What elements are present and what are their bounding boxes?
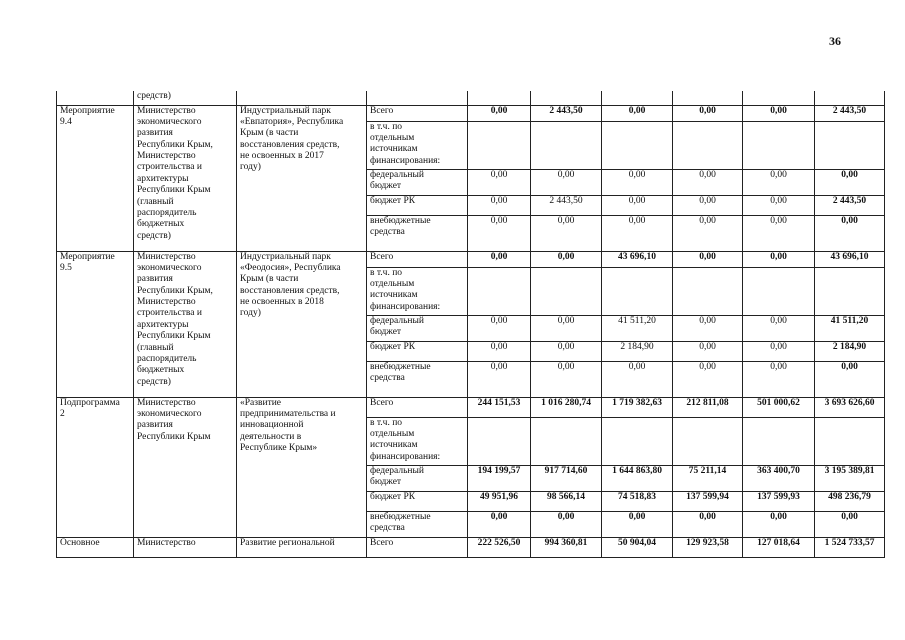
value-cell: 0,00 (743, 195, 815, 215)
source-cell: в т.ч. по отдельным источникам финансирования: (367, 121, 468, 169)
source-cell: Всего (367, 105, 468, 121)
executor-cell: Министерство экономического развития Республики Крым, Министерство строительства и архитектуры Республики Крым (главный распорядитель бюджетных средств) (134, 251, 237, 397)
table-body (57, 91, 885, 557)
table-row (57, 397, 885, 417)
event-cell: Мероприятие 9.4 (57, 105, 134, 251)
value-cell (743, 267, 815, 315)
value-cell: 0,00 (673, 195, 743, 215)
value-cell: 0,00 (673, 105, 743, 121)
name-cell: Индустриальный парк «Евпатория», Республика Крым (в части восстановления средств, не освоенных в 2017 году) (237, 105, 367, 251)
value-cell: 0,00 (602, 215, 673, 251)
table-row (57, 105, 885, 121)
value-cell: 137 599,93 (743, 491, 815, 511)
value-cell (743, 417, 815, 465)
value-cell: 0,00 (531, 215, 602, 251)
value-cell: 0,00 (531, 251, 602, 267)
value-cell: 0,00 (743, 315, 815, 341)
value-cell: 43 696,10 (602, 251, 673, 267)
value-cell: 2 443,50 (531, 105, 602, 121)
executor-cell: Министерство экономического развития Республики Крым, Министерство строительства и архитектуры Республики Крым (главный распорядитель бюджетных средств) (134, 105, 237, 251)
value-cell: 50 904,04 (602, 537, 673, 557)
value-cell: 41 511,20 (602, 315, 673, 341)
source-cell: федеральный бюджет (367, 315, 468, 341)
value-cell: 0,00 (673, 169, 743, 195)
source-cell: внебюджетные средства (367, 215, 468, 251)
name-cell (237, 91, 367, 105)
value-cell: 1 644 863,80 (602, 465, 673, 491)
value-cell: 0,00 (468, 215, 531, 251)
value-cell: 0,00 (468, 315, 531, 341)
executor-cell: Министерство экономического развития Республики Крым (134, 397, 237, 537)
value-cell: 0,00 (815, 361, 885, 397)
source-cell (367, 91, 468, 105)
value-cell: 3 195 389,81 (815, 465, 885, 491)
value-cell: 0,00 (531, 315, 602, 341)
value-cell: 43 696,10 (815, 251, 885, 267)
value-cell: 0,00 (602, 169, 673, 195)
source-cell: в т.ч. по отдельным источникам финансирования: (367, 267, 468, 315)
value-cell: 917 714,60 (531, 465, 602, 491)
event-cell (57, 91, 134, 105)
source-cell: внебюджетные средства (367, 511, 468, 537)
value-cell (815, 91, 885, 105)
table-row (57, 537, 885, 557)
value-cell (815, 417, 885, 465)
value-cell: 0,00 (468, 511, 531, 537)
value-cell (531, 417, 602, 465)
source-cell: в т.ч. по отдельным источникам финансирования: (367, 417, 468, 465)
value-cell: 501 000,62 (743, 397, 815, 417)
name-cell: «Развитие предпринимательства и инновационной деятельности в Республике Крым» (237, 397, 367, 537)
value-cell (815, 121, 885, 169)
source-cell: внебюджетные средства (367, 361, 468, 397)
value-cell (602, 417, 673, 465)
value-cell: 0,00 (468, 105, 531, 121)
value-cell (673, 91, 743, 105)
value-cell: 0,00 (673, 251, 743, 267)
value-cell (468, 417, 531, 465)
value-cell: 363 400,70 (743, 465, 815, 491)
value-cell: 74 518,83 (602, 491, 673, 511)
value-cell (815, 267, 885, 315)
value-cell: 0,00 (743, 169, 815, 195)
value-cell: 2 443,50 (531, 195, 602, 215)
value-cell: 0,00 (743, 361, 815, 397)
value-cell: 0,00 (673, 511, 743, 537)
value-cell (468, 267, 531, 315)
value-cell: 0,00 (531, 169, 602, 195)
value-cell: 0,00 (673, 215, 743, 251)
value-cell: 129 923,58 (673, 537, 743, 557)
source-cell: бюджет РК (367, 341, 468, 361)
value-cell (673, 121, 743, 169)
value-cell: 0,00 (743, 251, 815, 267)
value-cell: 0,00 (602, 105, 673, 121)
value-cell (468, 91, 531, 105)
value-cell: 0,00 (602, 511, 673, 537)
value-cell: 1 719 382,63 (602, 397, 673, 417)
value-cell: 1 016 280,74 (531, 397, 602, 417)
value-cell (673, 267, 743, 315)
source-cell: бюджет РК (367, 491, 468, 511)
value-cell: 0,00 (468, 341, 531, 361)
value-cell: 98 566,14 (531, 491, 602, 511)
value-cell: 0,00 (673, 341, 743, 361)
value-cell: 2 443,50 (815, 105, 885, 121)
value-cell: 137 599,94 (673, 491, 743, 511)
value-cell (531, 121, 602, 169)
value-cell: 0,00 (743, 105, 815, 121)
value-cell: 2 184,90 (815, 341, 885, 361)
value-cell: 0,00 (673, 361, 743, 397)
source-cell: бюджет РК (367, 195, 468, 215)
value-cell: 0,00 (602, 195, 673, 215)
program-budget-table (56, 91, 885, 558)
value-cell: 212 811,08 (673, 397, 743, 417)
source-cell: федеральный бюджет (367, 465, 468, 491)
value-cell: 194 199,57 (468, 465, 531, 491)
page-number: 36 (829, 34, 841, 48)
executor-cell: Министерство (134, 537, 237, 557)
value-cell: 0,00 (531, 511, 602, 537)
value-cell: 41 511,20 (815, 315, 885, 341)
value-cell (743, 91, 815, 105)
value-cell: 0,00 (673, 315, 743, 341)
executor-cell: средств) (134, 91, 237, 105)
source-cell: федеральный бюджет (367, 169, 468, 195)
value-cell (602, 267, 673, 315)
value-cell: 0,00 (468, 195, 531, 215)
value-cell (602, 121, 673, 169)
value-cell: 127 018,64 (743, 537, 815, 557)
value-cell: 0,00 (743, 511, 815, 537)
value-cell: 0,00 (743, 215, 815, 251)
source-cell: Всего (367, 397, 468, 417)
event-cell: Подпрограмма 2 (57, 397, 134, 537)
value-cell (602, 91, 673, 105)
value-cell: 0,00 (815, 511, 885, 537)
source-cell: Всего (367, 251, 468, 267)
event-cell: Основное (57, 537, 134, 557)
value-cell: 0,00 (743, 341, 815, 361)
value-cell (531, 267, 602, 315)
table-row (57, 251, 885, 267)
value-cell: 0,00 (602, 361, 673, 397)
value-cell: 0,00 (468, 169, 531, 195)
value-cell (531, 91, 602, 105)
value-cell: 244 151,53 (468, 397, 531, 417)
value-cell: 2 184,90 (602, 341, 673, 361)
value-cell: 0,00 (815, 215, 885, 251)
name-cell: Развитие региональной (237, 537, 367, 557)
name-cell: Индустриальный парк «Феодосия», Республика Крым (в части восстановления средств, не освоенных в 2018 году) (237, 251, 367, 397)
value-cell: 0,00 (468, 251, 531, 267)
value-cell (673, 417, 743, 465)
value-cell: 3 693 626,60 (815, 397, 885, 417)
value-cell: 0,00 (531, 341, 602, 361)
value-cell: 0,00 (468, 361, 531, 397)
value-cell: 2 443,50 (815, 195, 885, 215)
value-cell (468, 121, 531, 169)
value-cell: 0,00 (531, 361, 602, 397)
value-cell: 75 211,14 (673, 465, 743, 491)
value-cell (743, 121, 815, 169)
event-cell: Мероприятие 9.5 (57, 251, 134, 397)
source-cell: Всего (367, 537, 468, 557)
value-cell: 994 360,81 (531, 537, 602, 557)
table-row-continuation (57, 91, 885, 105)
value-cell: 1 524 733,57 (815, 537, 885, 557)
value-cell: 222 526,50 (468, 537, 531, 557)
value-cell: 498 236,79 (815, 491, 885, 511)
value-cell: 0,00 (815, 169, 885, 195)
value-cell: 49 951,96 (468, 491, 531, 511)
